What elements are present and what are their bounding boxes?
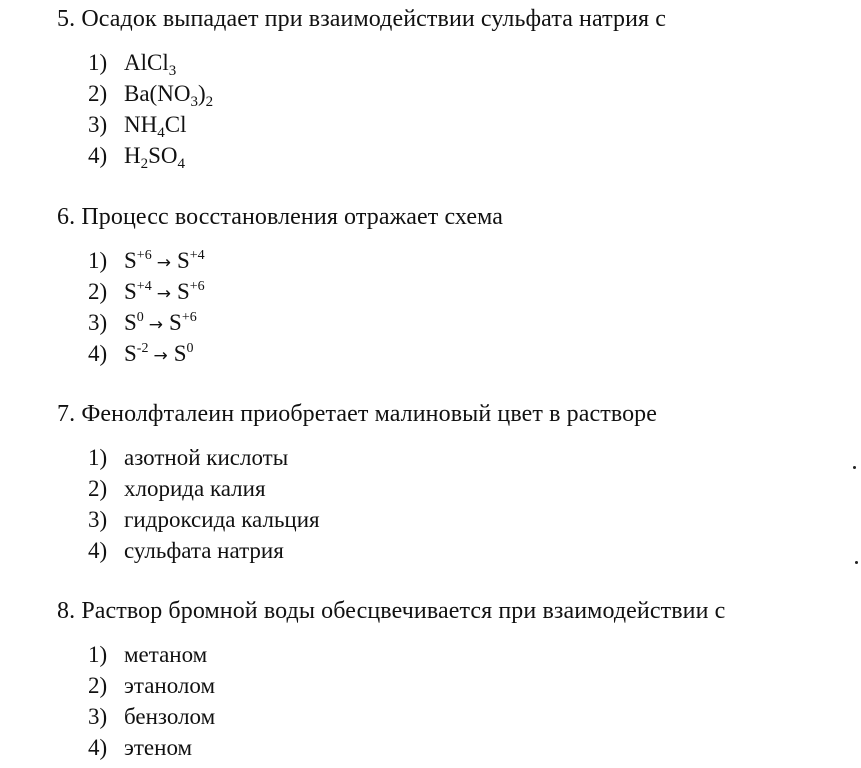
answer-option [88,704,215,730]
answer-option [88,476,266,502]
arrow-icon: → [148,315,164,335]
option-number: 1) [88,445,108,470]
option-number: 3) [88,310,108,335]
arrow-icon: → [156,253,171,273]
option-number: 2) [88,81,108,106]
option-formula: $H_2SO_4$ [124,143,186,172]
option-scheme: $S^{-2} \to S^0$ [124,341,194,366]
question-7-title [57,401,657,428]
answer-option [88,445,288,471]
option-formula: $Ba(NO_3)_2$ [124,81,214,110]
arrow-icon: → [153,346,168,366]
question-number: 8. [57,598,76,624]
answer-option [88,642,207,668]
answer-option [88,112,187,141]
option-number: 1) [88,248,108,273]
option-number: 2) [88,673,108,698]
scan-speck [855,561,858,564]
option-text: метаном [124,642,208,667]
question-text: Процесс восстановления отражает схема [81,204,504,230]
option-number: 4) [88,143,108,168]
answer-option [88,81,214,110]
option-text: этанолом [124,673,216,698]
question-6-title [57,204,503,231]
answer-option [88,735,192,761]
answer-option [88,279,205,305]
option-number: 4) [88,538,108,563]
option-text: азотной кислоты [124,445,289,470]
question-number: 5. [57,6,76,32]
question-text: Раствор бромной воды обесцвечивается при взаимодействии с [81,598,726,624]
question-text: Фенолфталеин приобретает малиновый цвет в растворе [81,401,658,427]
question-number: 6. [57,204,76,230]
option-text: этеном [124,735,193,760]
answer-option [88,143,186,172]
answer-option [88,538,284,564]
answer-option [88,341,194,367]
answer-option [88,310,197,336]
option-number: 1) [88,50,108,75]
option-text: бензолом [124,704,216,729]
option-number: 2) [88,279,108,304]
option-scheme: $S^{+6} \to S^{+4}$ [124,248,205,273]
scan-speck [853,466,856,469]
option-number: 3) [88,112,108,137]
answer-option [88,50,177,79]
option-scheme: $S^0 \to S^{+6}$ [124,310,197,335]
arrow-icon: → [156,284,171,304]
option-formula: AlCl$_3$ [124,50,177,79]
option-number: 3) [88,507,108,532]
option-formula: $NH_4Cl$ [124,112,187,141]
option-number: 1) [88,642,108,667]
question-text: Осадок выпадает при взаимодействии сульфата натрия с [81,6,667,32]
option-number: 4) [88,341,108,366]
option-text: хлорида калия [124,476,266,501]
option-scheme: $S^{+4} \to S^{+6}$ [124,279,205,304]
option-number: 2) [88,476,108,501]
answer-option [88,248,205,274]
answer-option [88,673,215,699]
answer-option [88,507,320,533]
question-8-title [57,598,725,625]
option-number: 4) [88,735,108,760]
question-number: 7. [57,401,76,427]
option-text: сульфата натрия [124,538,284,563]
option-text: гидроксида кальция [124,507,320,532]
option-number: 3) [88,704,108,729]
question-5-title [57,6,666,33]
